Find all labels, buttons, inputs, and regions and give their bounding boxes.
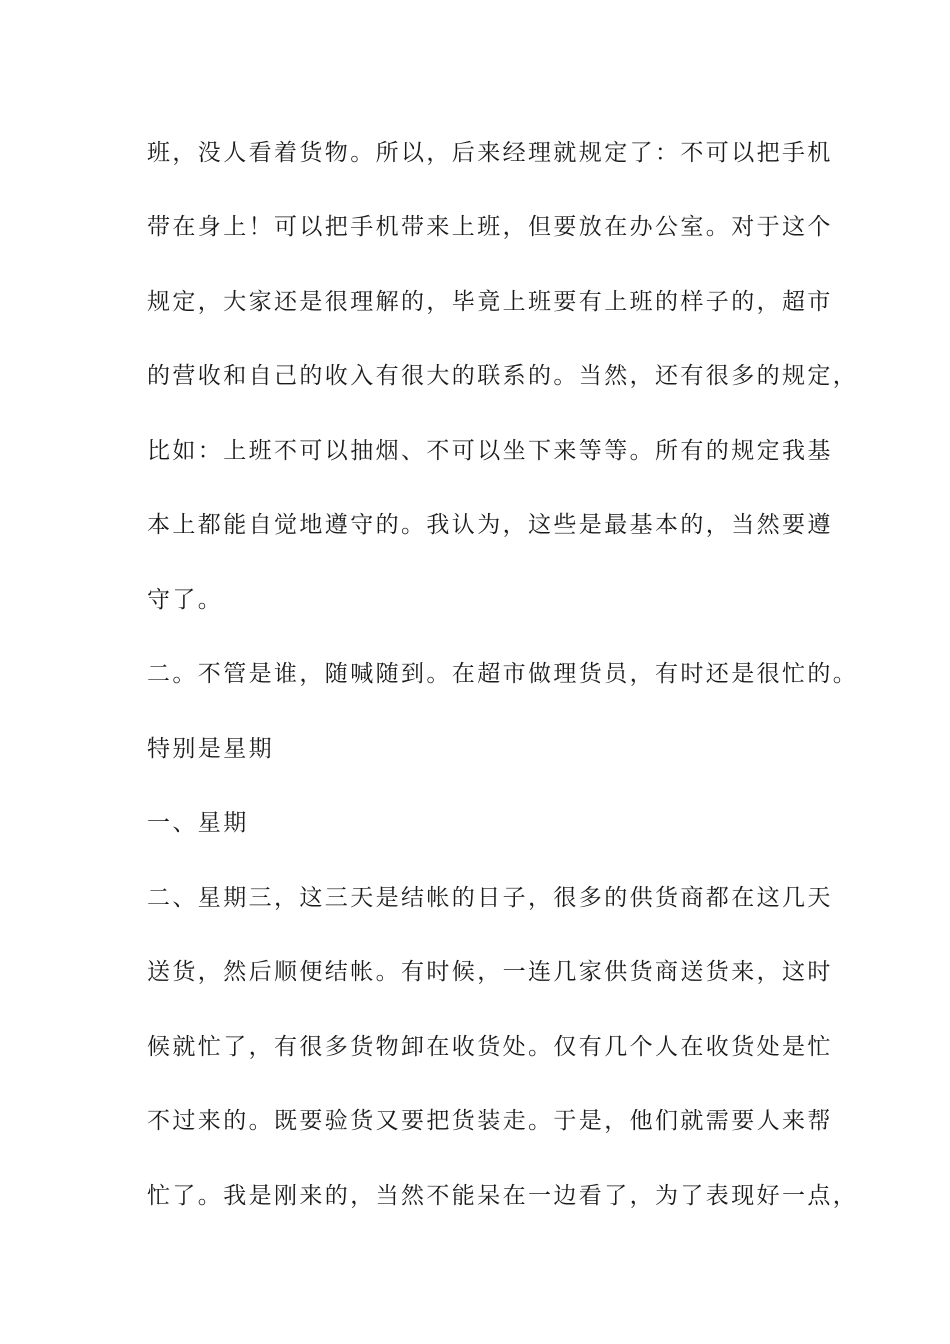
text-line: 带在身上！可以把手机带来上班，但要放在办公室。对于这个: [147, 214, 833, 240]
text-line: 一、星期: [147, 810, 249, 836]
text-line: 候就忙了，有很多货物卸在收货处。仅有几个人在收货处是忙: [147, 1034, 833, 1060]
text-line: 班，没人看着货物。所以，后来经理就规定了：不可以把手机: [147, 140, 833, 166]
text-line: 忙了。我是刚来的，当然不能呆在一边看了，为了表现好一点，: [147, 1183, 859, 1209]
text-line: 送货，然后顺便结帐。有时候，一连几家供货商送货来，这时: [147, 959, 833, 985]
text-line: 特别是星期: [147, 736, 274, 762]
text-line: 比如：上班不可以抽烟、不可以坐下来等等。所有的规定我基: [147, 438, 833, 464]
text-line: 规定，大家还是很理解的，毕竟上班要有上班的样子的，超市: [147, 289, 833, 315]
text-line: 二。不管是谁，随喊随到。在超市做理货员，有时还是很忙的。: [147, 661, 859, 687]
text-line: 守了。: [147, 587, 224, 613]
text-line: 二、星期三，这三天是结帐的日子，很多的供货商都在这几天: [147, 885, 833, 911]
text-line: 本上都能自觉地遵守的。我认为，这些是最基本的，当然要遵: [147, 512, 833, 538]
text-line: 不过来的。既要验货又要把货装走。于是，他们就需要人来帮: [147, 1108, 833, 1134]
text-line: 的营收和自己的收入有很大的联系的。当然，还有很多的规定，: [147, 363, 859, 389]
